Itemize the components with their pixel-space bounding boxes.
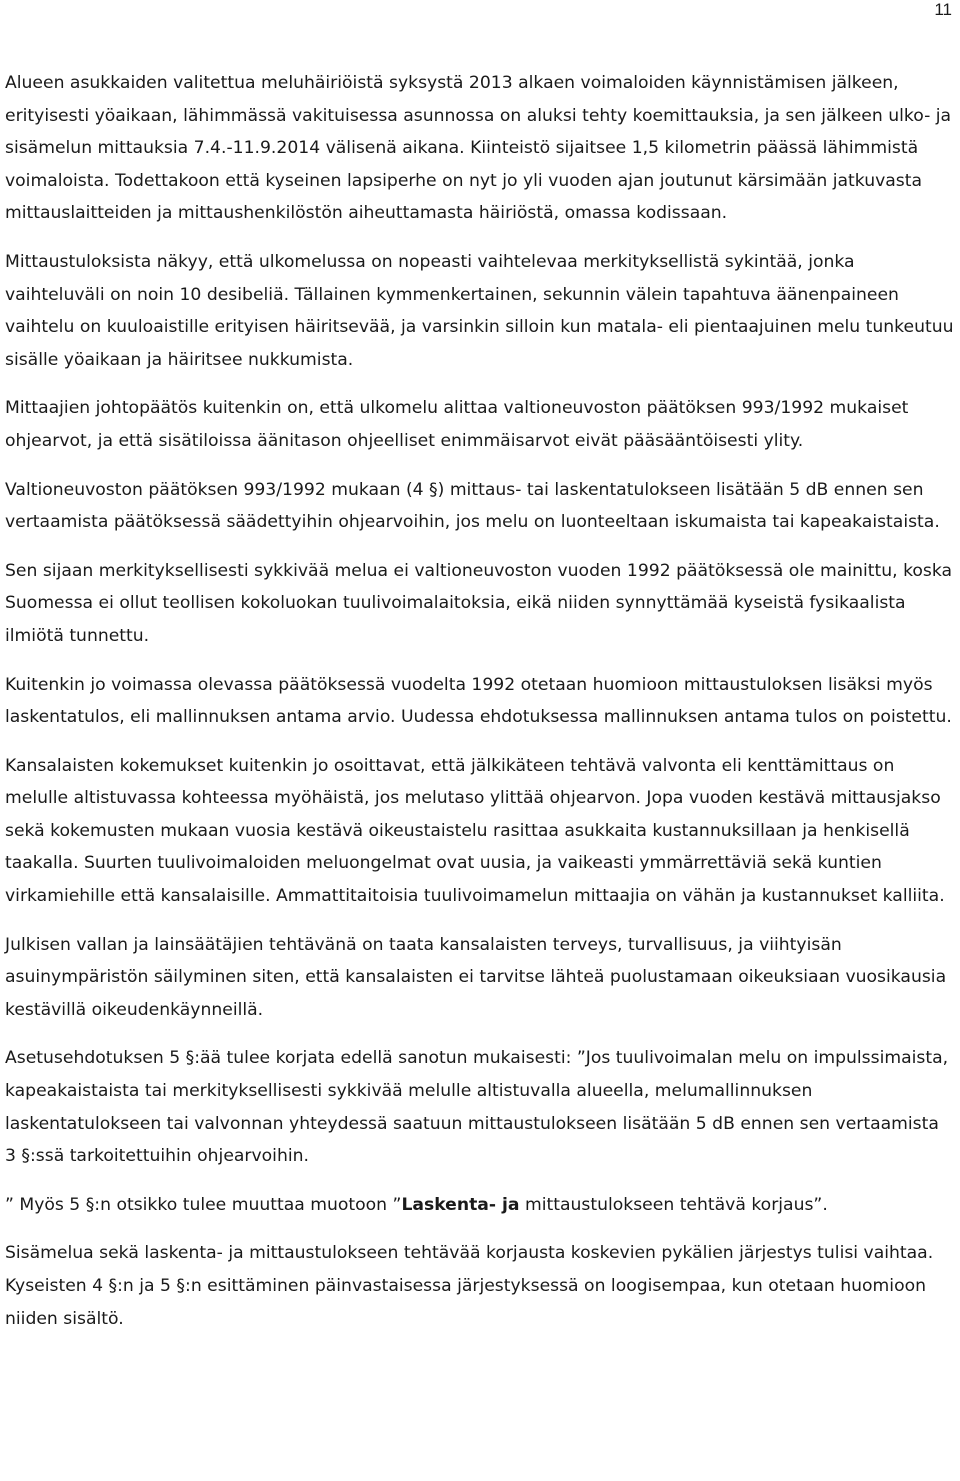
paragraph-measurers-conclusion: Mittaajien johtopäätös kuitenkin on, että ulkomelu alittaa valtioneuvoston päätöksen 993/1992 mukaiset ohjearvot, ja että sisätiloissa äänitason ohjeelliset enimmäisarvot eivät pääsääntöisesti ylity. bbox=[5, 398, 909, 451]
paragraph-modelling-result: Kuitenkin jo voimassa olevassa päätöksessä vuodelta 1992 otetaan huomioon mittaustuloksen lisäksi myös laskentatulos, eli mallinnuksen antama arvio. Uudessa ehdotuksessa mallinnuksen antama tulos on poistettu. bbox=[5, 674, 952, 728]
paragraph-public-authority: Julkisen vallan ja lainsäätäjien tehtävänä on taata kansalaisten terveys, turvallisuus, ja viihtyisän asuinympäristön säilyminen siten, että kansalaisten ei tarvitse lähteä puolustamaan oikeuksiaan vuosikausia kestävillä oikeudenkäynneillä. bbox=[5, 934, 947, 1020]
paragraph-pulsating-noise: Sen sijaan merkityksellisesti sykkivää melua ei valtioneuvoston vuoden 1992 päätöksessä ole mainittu, koska Suomessa ei ollut teollisen kokoluokan tuulivoimalaitoksia, eikä niiden synnyttämää kyseistä fysikaalista ilmiötä tunnettu. bbox=[5, 560, 953, 646]
paragraph-decision-993-1992: Valtioneuvoston päätöksen 993/1992 mukaan (4 §) mittaus- tai laskentatulokseen lisätään 5 dB ennen sen vertaamista päätöksessä säädettyihin ohjearvoihin, jos melu on luonteeltaan iskumaista tai kapeakaistaista. bbox=[5, 479, 940, 533]
section-5-title-after: mittaustulokseen tehtävä korjaus”. bbox=[519, 1194, 828, 1215]
paragraph-measurement-results: Mittaustuloksista näkyy, että ulkomelussa on nopeasti vaihtelevaa merkityksellistä sykintää, jonka vaihteluväli on noin 10 desibeliä. Tällainen kymmenkertainen, sekunnin välein tapahtuva äänenpaineen vaihtelu on kuuloaistille erityisen häiritsevää, ja varsinkin silloin kun matala- eli pientaajuinen melu tunkeutuu sisälle yöaikaan ja häiritsee nukkumista. bbox=[5, 251, 954, 370]
section-5-title-bold: Laskenta- ja bbox=[401, 1194, 520, 1215]
paragraph-noise-complaints: Alueen asukkaiden valitettua meluhäiriöistä syksystä 2013 alkaen voimaloiden käynnistämisen jälkeen, erityisesti yöaikaan, lähimmässä vakituisessa asunnossa on aluksi tehty koemittauksia, ja sen jälkeen ulko- ja sisämelun mittauksia 7.4.-11.9.2014 välisenä aikana. Kiinteistö sijaitsee 1,5 kilometrin päässä lähimmistä voimaloista. Todettakoon että kyseinen lapsiperhe on nyt jo yli vuoden ajan joutunut kärsimään jatkuvasta mittauslaitteiden ja mittaushenkilöstön aiheuttamasta häiriöstä, omassa kodissaan. bbox=[5, 73, 952, 224]
document-body bbox=[5, 67, 955, 1335]
section-5-title-before: ” Myös 5 §:n otsikko tulee muuttaa muotoon ” bbox=[5, 1194, 402, 1215]
paragraph-section-5-title bbox=[5, 1189, 955, 1222]
paragraph-section-5-correction: Asetusehdotuksen 5 §:ää tulee korjata edellä sanotun mukaisesti: ”Jos tuulivoimalan melu on impulssimaista, kapeakaistaista tai merkityksellisesti sykkivää melulle altistuvalla alueella, melumallinnuksen laskentatulokseen tai valvonnan yhteydessä saatuun mittaustulokseen lisätään 5 dB ennen sen vertaamista 3 §:ssä tarkoitettuihin ohjearvoihin. bbox=[5, 1048, 949, 1167]
paragraph-citizen-experiences: Kansalaisten kokemukset kuitenkin jo osoittavat, että jälkikäteen tehtävä valvonta eli kenttämittaus on melulle altistuvassa kohteessa myöhäistä, jos melutaso ylittää ohjearvon. Jopa vuoden kestävä mittausjakso sekä kokemusten mukaan vuosia kestävä oikeustaistelu rasittaa asukkaita kustannuksillaan ja henkisellä taakalla. Suurten tuulivoimaloiden meluongelmat ovat uusia, ja vaikeasti ymmärrettäviä sekä kuntien virkamiehille että kansalaisille. Ammattitaitoisia tuulivoimamelun mittaajia on vähän ja kustannukset kalliita. bbox=[5, 755, 945, 907]
paragraph-section-order: Sisämelua sekä laskenta- ja mittaustulokseen tehtävää korjausta koskevien pykälien järjestys tulisi vaihtaa. Kyseisten 4 §:n ja 5 §:n esittäminen päinvastaisessa järjestyksessä on loogisempaa, kun otetaan huomioon niiden sisältö. bbox=[5, 1243, 934, 1329]
page-number: 11 bbox=[934, 0, 952, 19]
